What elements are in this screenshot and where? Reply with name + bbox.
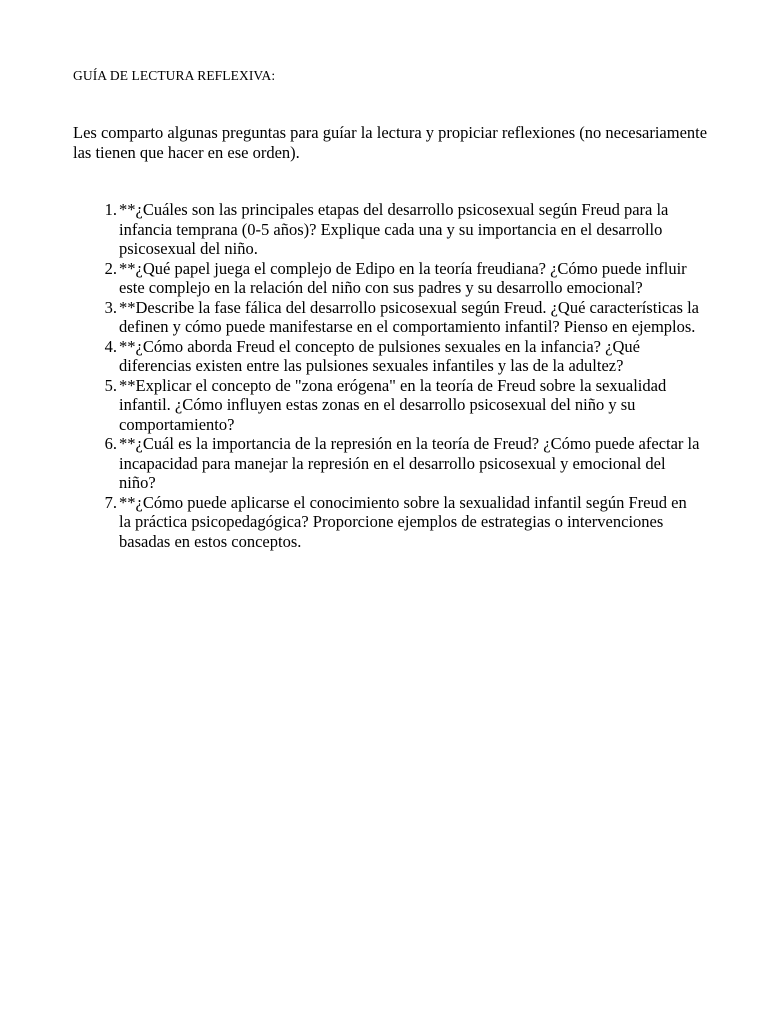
list-item-number: 6. bbox=[104, 434, 117, 453]
list-item bbox=[104, 375, 701, 435]
list-item-number: 4. bbox=[104, 336, 117, 356]
list-item-number: 2. bbox=[104, 258, 117, 278]
list-item bbox=[104, 297, 701, 337]
list-item bbox=[104, 492, 701, 552]
list-item-text: **Describe la fase fálica del desarrollo psicosexual según Freud. ¿Qué características la definen y cómo puede manifestarse en el comportamiento infantil? Pienso en ejemplos. bbox=[119, 297, 699, 336]
list-item bbox=[104, 434, 701, 493]
list-item-number: 5. bbox=[104, 375, 117, 395]
questions-list bbox=[104, 200, 701, 551]
list-item-text: **¿Cómo puede aplicarse el conocimiento sobre la sexualidad infantil según Freud en la práctica psicopedagógica? Proporcione ejemplos de estrategias o intervenciones basadas en estos conceptos. bbox=[119, 492, 687, 551]
list-item-text: **¿Cuáles son las principales etapas del desarrollo psicosexual según Freud para la infancia temprana (0-5 años)? Explique cada una y su importancia en el desarrollo psicosexual del niño. bbox=[119, 200, 669, 258]
list-item-text: **Explicar el concepto de "zona erógena" en la teoría de Freud sobre la sexualidad infantil. ¿Cómo influyen estas zonas en el desarrollo psicosexual del niño y su comportamiento? bbox=[119, 375, 667, 434]
list-item bbox=[104, 258, 701, 298]
list-item bbox=[104, 336, 701, 376]
list-item bbox=[104, 200, 701, 259]
list-item-number: 7. bbox=[104, 492, 117, 512]
list-item-text: **¿Cuál es la importancia de la represión en la teoría de Freud? ¿Cómo puede afectar la incapacidad para manejar la represión en el desarrollo psicosexual y emocional del niño? bbox=[119, 434, 700, 492]
list-item-text: **¿Qué papel juega el complejo de Edipo en la teoría freudiana? ¿Cómo puede influir este complejo en la relación del niño con sus padres y su desarrollo emocional? bbox=[119, 258, 687, 297]
list-item-text: **¿Cómo aborda Freud el concepto de pulsiones sexuales en la infancia? ¿Qué diferencias existen entre las pulsiones sexuales infantiles y las de la adultez? bbox=[119, 336, 640, 375]
intro-paragraph: Les comparto algunas preguntas para guíar la lectura y propiciar reflexiones (no necesariamente las tienen que hacer en ese orden). bbox=[73, 123, 708, 162]
list-item-number: 1. bbox=[104, 200, 117, 219]
list-item-number: 3. bbox=[104, 297, 117, 317]
document-heading: GUÍA DE LECTURA REFLEXIVA: bbox=[73, 68, 276, 83]
